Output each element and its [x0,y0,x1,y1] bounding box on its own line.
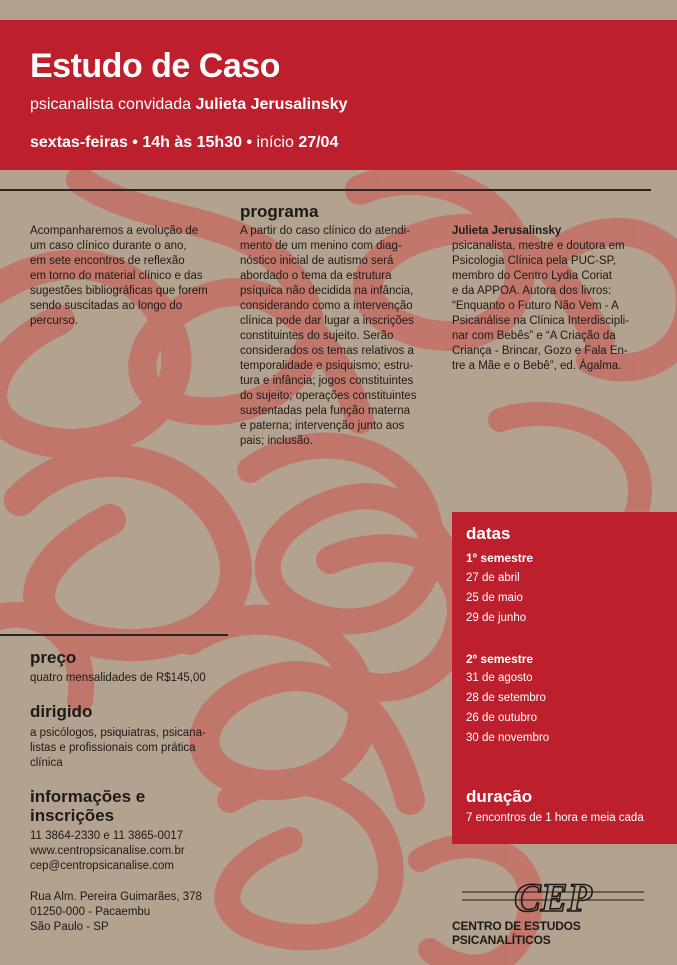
bottom-left-divider [0,634,228,636]
schedule-start-date: 27/04 [298,134,339,151]
dirigido-line: clínica [30,757,63,769]
programa-line: A partir do caso clínico do atendi- [240,225,411,237]
dirigido-line: listas e profissionais com prática [30,742,196,754]
duracao-heading: duração [466,787,533,806]
datas-heading: datas [466,524,511,543]
top-divider [0,189,651,191]
logo-org-name: CENTRO DE ESTUDOS PSICANALÍTICOS [452,919,581,947]
bio-line: Psicanálise na Clínica Interdiscipli- [452,315,630,327]
intro-line: em torno do material clínico e das [30,270,203,282]
intro-line: sendo suscitadas ao longo do [30,300,183,312]
guest-prefix: psicanalista convidada [30,96,191,113]
schedule-line [30,134,338,152]
programa-line: constituintes do sujeito. Serão [240,330,394,342]
info-heading-line1: informações e [30,787,146,806]
dates-panel [452,512,677,844]
programa-line: psíquica não decidida na infância, [240,285,414,297]
cep-logo-mark [458,878,648,918]
dirigido-heading: dirigido [30,702,93,721]
bullet: • [246,134,253,151]
header-banner [0,20,677,170]
programa-line: mento de um menino com diag- [240,240,402,252]
programa-line: considerados os temas relativos a [240,345,414,357]
schedule-start-label: início [256,134,294,151]
schedule-days: sextas-feiras [30,134,128,151]
guest-name: Julieta Jerusalinsky [195,96,348,113]
address-line: Rua Alm. Pereira Guimarães, 378 [30,891,202,903]
bio-name: Julieta Jerusalinsky [452,225,562,237]
date-item: 25 de maio [466,592,523,604]
programa-heading: programa [240,202,319,221]
intro-line: em sete encontros de reflexão [30,255,185,267]
page-title: Estudo de Caso [30,47,280,85]
info-heading-line2: inscrições [30,806,115,825]
programa-line: sustentadas pela função materna [240,405,411,417]
logo-mark-text: CEP [514,878,592,918]
date-item: 29 de junho [466,612,527,624]
address [30,890,240,935]
bio-line: “Enquanto o Futuro Não Vem - A [452,300,619,312]
guest-line [30,96,348,114]
dirigido-text [30,726,240,771]
contact-info [30,829,240,874]
intro-line: Acompanharemos a evolução de [30,225,199,237]
duracao-text: 7 encontros de 1 hora e meia cada [466,812,644,824]
programa-line: pais; inclusão. [240,435,313,447]
address-line: 01250-000 - Pacaembu [30,906,151,918]
programa-line: abordado o tema da estrutura [240,270,392,282]
bullet: • [132,134,138,151]
preco-text: quatro mensalidades de R$145,00 [30,672,206,684]
phone-numbers: 11 3864-2330 e 11 3865-0017 [30,830,184,842]
bio-line: e da APPOA. Autora dos livros: [452,285,612,297]
bio-line: psicanalista, mestre e doutora em [452,240,625,252]
bio-line: Psicologia Clínica pela PUC-SP, [452,255,617,267]
date-item: 26 de outubro [466,712,537,724]
bio-line: nar com Bebês” e “A Criação da [452,330,616,342]
preco-heading: preço [30,648,77,667]
date-item: 30 de novembro [466,732,550,744]
semester1-label: 1º semestre [466,551,534,565]
intro-line: um caso clínico durante o ano, [30,240,187,252]
programa-line: do sujeito; operações constituintes [240,390,417,402]
dirigido-line: a psicólogos, psiquiatras, psicana- [30,727,206,739]
schedule-time: 14h às 15h30 [142,134,242,151]
bio-line: tre a Mãe e o Bebê”, ed. Ágalma. [452,360,622,372]
date-item: 31 de agosto [466,672,533,684]
intro-line: sugestões bibliográficas que forem [30,285,208,297]
bio-line: Criança - Brincar, Gozo e Fala En- [452,345,628,357]
intro-paragraph [30,224,225,329]
email-link[interactable]: cep@centropsicanalise.com [30,860,174,872]
programa-line: clínica pode dar lugar a inscrições [240,315,414,327]
programa-line: tura e infância; jogos constituintes [240,375,414,387]
programa-line: e paterna; intervenção junto aos [240,420,405,432]
address-line: São Paulo - SP [30,921,109,933]
date-item: 27 de abril [466,572,520,584]
info-heading [30,787,145,825]
semester2-label: 2º semestre [466,652,534,666]
programa-line: temporalidade e psiquismo; estru- [240,360,414,372]
programa-line: nóstico inicial de autismo será [240,255,394,267]
guest-bio [452,224,652,374]
date-item: 28 de setembro [466,692,546,704]
intro-line: percurso. [30,315,78,327]
programa-text [240,224,440,449]
programa-line: considerando como a intervenção [240,300,413,312]
website-link[interactable]: www.centropsicanalise.com.br [30,845,185,857]
bio-line: membro do Centro Lydia Coriat [452,270,613,282]
